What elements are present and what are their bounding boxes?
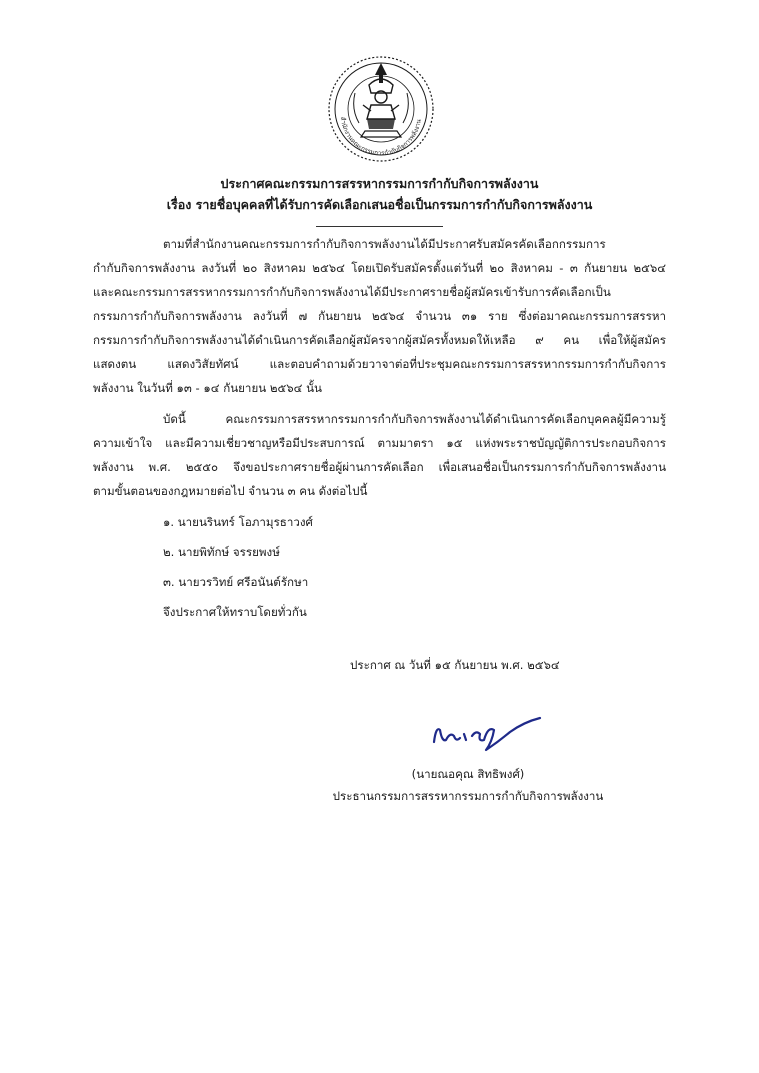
selected-person-2: ๒. นายพิทักษ์ จรรยพงษ์ <box>163 545 280 559</box>
paragraph-1-line: และคณะกรรมการสรรหากรรมการกำกับกิจการพลังงานได้มีประกาศรายชื่อผู้สมัครเข้ารับการคัดเลือกเป็น <box>93 285 611 299</box>
signer-position: ประธานกรรมการสรรหากรรมการกำกับกิจการพลังงาน <box>332 789 604 803</box>
paragraph-1-line: กำกับกิจการพลังงาน ลงวันที่ ๒๐ สิงหาคม ๒๕๖๔ โดยเปิดรับสมัครตั้งแต่วันที่ ๒๐ สิงหาคม - ๓ กันยายน ๒๕๖๔ <box>93 261 666 275</box>
paragraph-1-line: กรรมการกำกับกิจการพลังงานได้ดำเนินการคัดเลือกผู้สมัครจากผู้สมัครทั้งหมดให้เหลือ ๙ คน เพื่อให้ผู้สมัคร <box>93 333 666 347</box>
paragraph-2-line: ความเข้าใจ และมีความเชี่ยวชาญหรือมีประสบการณ์ ตามมาตรา ๑๕ แห่งพระราชบัญญัติการประกอบกิจการ <box>93 436 666 450</box>
announcement-title: ประกาศคณะกรรมการสรรหากรรมการกำกับกิจการพลังงาน <box>220 176 539 191</box>
paragraph-1-line: แสดงตน แสดงวิสัยทัศน์ และตอบคำถามด้วยวาจาต่อที่ประชุมคณะกรรมการสรรหากรรมการกำกับกิจการ <box>93 357 666 371</box>
signer-name: (นายณอคุณ สิทธิพงศ์) <box>411 767 525 781</box>
seal-text: สำนักงานคณะกรรมการกำกับกิจการพลังงาน <box>338 116 423 158</box>
selected-person-1: ๑. นายนรินทร์ โอภามุรธาวงศ์ <box>163 515 313 529</box>
paragraph-1-line: ตามที่สำนักงานคณะกรรมการกำกับกิจการพลังงานได้มีประกาศรับสมัครคัดเลือกกรรมการ <box>163 237 606 251</box>
handwritten-signature <box>428 712 548 756</box>
erc-seal-logo <box>325 53 437 165</box>
title-divider <box>316 226 443 227</box>
selected-person-3: ๓. นายวรวิทย์ ศรีอนันต์รักษา <box>163 575 309 589</box>
paragraph-2-line: บัดนี้ คณะกรรมการสรรหากรรมการกำกับกิจการพลังงานได้ดำเนินการคัดเลือกบุคคลผู้มีความรู้ <box>163 412 666 426</box>
paragraph-1-line: กรรมการกำกับกิจการพลังงาน ลงวันที่ ๗ กันยายน ๒๕๖๔ จำนวน ๓๑ ราย ซึ่งต่อมาคณะกรรมการสรรหา <box>93 309 666 323</box>
paragraph-2-line: ตามขั้นตอนของกฎหมายต่อไป จำนวน ๓ คน ดังต่อไปนี้ <box>93 484 368 498</box>
announcement-date: ประกาศ ณ วันที่ ๑๕ กันยายน พ.ศ. ๒๕๖๔ <box>350 658 560 672</box>
paragraph-1-line: พลังงาน ในวันที่ ๑๓ - ๑๔ กันยายน ๒๕๖๔ นั้น <box>93 381 322 395</box>
paragraph-2-line: พลังงาน พ.ศ. ๒๕๕๐ จึงขอประกาศรายชื่อผู้ผ่านการคัดเลือก เพื่อเสนอชื่อเป็นกรรมการกำกับกิจการพลังงาน <box>93 460 666 474</box>
announcement-subject: เรื่อง รายชื่อบุคคลที่ได้รับการคัดเลือกเสนอชื่อเป็นกรรมการกำกับกิจการพลังงาน <box>166 197 593 212</box>
closing-statement: จึงประกาศให้ทราบโดยทั่วกัน <box>163 605 307 619</box>
